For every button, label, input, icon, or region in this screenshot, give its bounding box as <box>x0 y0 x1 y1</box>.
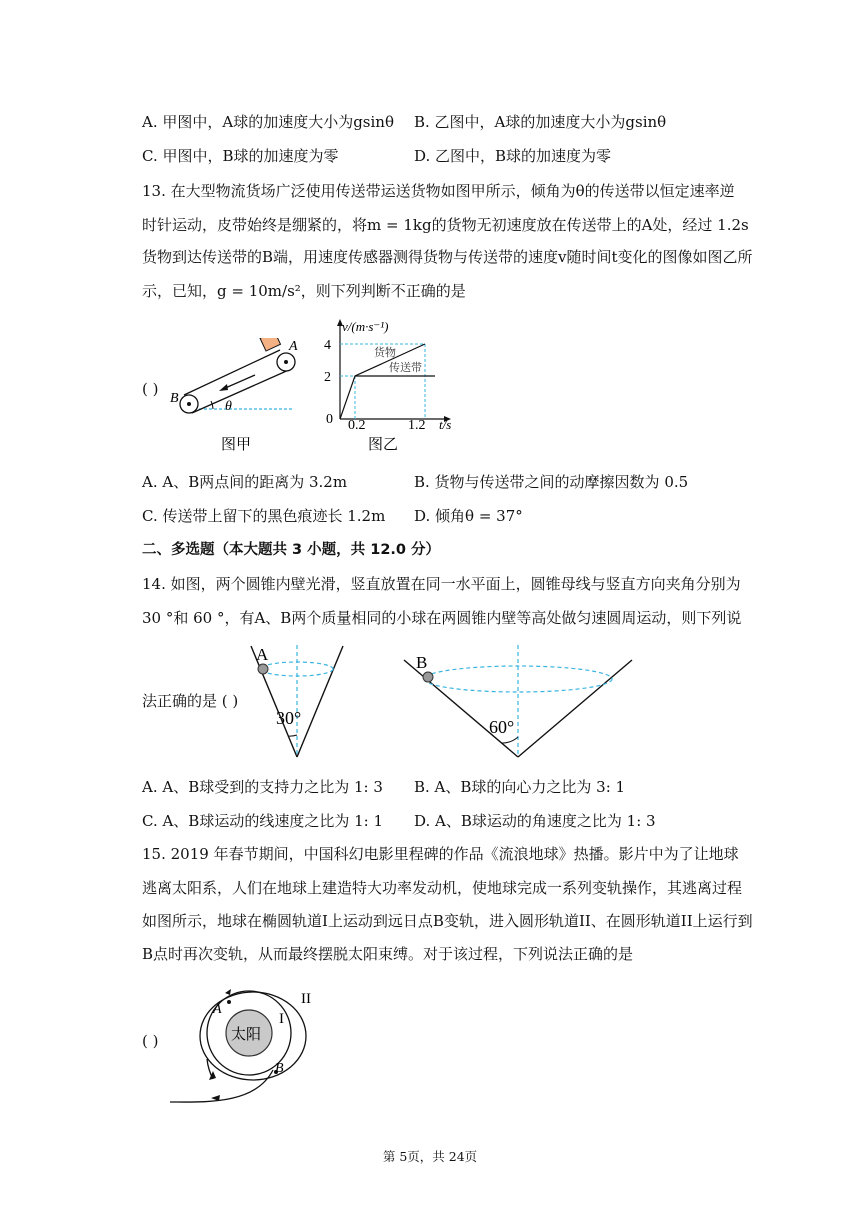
q15-fig-orbit-1: I <box>279 1011 284 1027</box>
q13-option-c: C. 传送带上留下的黑色痕迹长 1.2m <box>142 507 386 525</box>
q14-option-c: C. A、B球运动的线速度之比为 1: 1 <box>142 812 384 830</box>
q13-fig2-ytick-2: 2 <box>324 370 331 385</box>
q14-text-line-1: 14. 如图，两个圆锥内壁光滑，竖直放置在同一水平面上，圆锥母线与竖直方向夹角分别为 <box>142 575 741 593</box>
q14-text-line-2: 30 °和 60 °，有A、B两个质量相同的小球在两圆锥内壁等高处做匀速圆周运动，则下列说 <box>142 609 742 627</box>
q14-fig-angle-a: 30° <box>276 708 302 728</box>
q13-fig2-ylabel: v/(m·s⁻¹) <box>342 319 389 334</box>
q15-fig-label-b: B <box>275 1061 284 1076</box>
q13-option-a: A. A、B两点间的距离为 3.2m <box>142 473 348 491</box>
q13-fig1-label-a: A <box>289 339 298 354</box>
q14-option-b: B. A、B球的向心力之比为 3: 1 <box>414 778 626 796</box>
q13-fig1-label-b: B <box>170 391 179 406</box>
q14-option-a: A. A、B球受到的支持力之比为 1: 3 <box>142 778 383 796</box>
q13-fig2-ytick-4: 4 <box>324 338 331 353</box>
q15-text-line-2: 逃离太阳系，人们在地球上建造特大功率发动机，使地球完成一系列变轨操作，其逃离过程 <box>142 879 743 897</box>
q14-fig-label-b: B <box>416 653 428 672</box>
q14-option-d: D. A、B球运动的角速度之比为 1: 3 <box>414 812 656 830</box>
q13-fig1-caption: 图甲 <box>221 437 252 453</box>
q13-fig2-caption: 图乙 <box>368 437 399 453</box>
q14-figure-cones <box>240 640 640 765</box>
q13-text-line-4: 示，已知，g = 10m/s²，则下列判断不正确的是 <box>142 282 466 300</box>
q15-answer-paren: ( ) <box>142 1032 159 1050</box>
q14-fig-angle-b: 60° <box>489 717 515 737</box>
q15-text-line-4: B点时再次变轨，从而最终摆脱太阳束缚。对于该过程，下列说法正确的是 <box>142 945 634 963</box>
q13-text-line-1: 13. 在大型物流货场广泛使用传送带运送货物如图甲所示，倾角为θ的传送带以恒定速率逆 <box>142 182 735 200</box>
q12-option-b: B. 乙图中，A球的加速度大小为gsinθ <box>414 113 667 131</box>
section-title-multiple-choice: 二、多选题（本大题共 3 小题，共 12.0 分） <box>142 542 441 558</box>
q13-option-d: D. 倾角θ = 37° <box>414 507 523 525</box>
q12-option-d: D. 乙图中，B球的加速度为零 <box>414 147 612 165</box>
q15-text-line-3: 如图所示，地球在椭圆轨道I上运动到远日点B变轨，进入圆形轨道II、在圆形轨道II上运行到 <box>142 912 753 930</box>
q13-fig2-xlabel: t/s <box>439 417 452 432</box>
q13-fig2-label-goods: 货物 <box>374 347 396 359</box>
page-footer: 第 5页，共 24页 <box>382 1149 478 1164</box>
q14-fig-label-a: A <box>256 645 269 664</box>
q14-text-line-3: 法正确的是 ( ) <box>142 692 239 710</box>
q12-option-a: A. 甲图中，A球的加速度大小为gsinθ <box>142 113 394 131</box>
q12-option-c: C. 甲图中，B球的加速度为零 <box>142 147 339 165</box>
q13-fig1-theta: θ <box>225 399 232 414</box>
q13-fig2-xtick-0-2: 0.2 <box>348 418 366 433</box>
q15-text-line-1: 15. 2019 年春节期间，中国科幻电影里程碑的作品《流浪地球》热播。影片中为了让地球 <box>142 845 739 863</box>
q13-figure-vt-graph <box>318 316 468 458</box>
q15-fig-orbit-2: II <box>301 991 311 1007</box>
q13-figure-belt <box>165 338 305 458</box>
q13-fig2-label-belt: 传送带 <box>389 362 422 374</box>
q13-answer-paren: ( ) <box>142 380 159 398</box>
q13-fig2-xtick-1-2: 1.2 <box>408 418 426 433</box>
q13-text-line-2: 时针运动，皮带始终是绷紧的，将m = 1kg的货物无初速度放在传送带上的A处，经过 1.2s <box>142 216 749 234</box>
q15-fig-label-a: A <box>213 1002 222 1017</box>
q13-text-line-3: 货物到达传送带的B端，用速度传感器测得货物与传送带的速度v随时间t变化的图像如图乙所 <box>142 248 753 266</box>
q13-option-b: B. 货物与传送带之间的动摩擦因数为 0.5 <box>414 473 689 491</box>
q13-fig2-ytick-0: 0 <box>326 412 333 427</box>
q15-fig-sun-label: 太阳 <box>231 1027 262 1043</box>
q15-figure-orbits <box>165 975 325 1110</box>
